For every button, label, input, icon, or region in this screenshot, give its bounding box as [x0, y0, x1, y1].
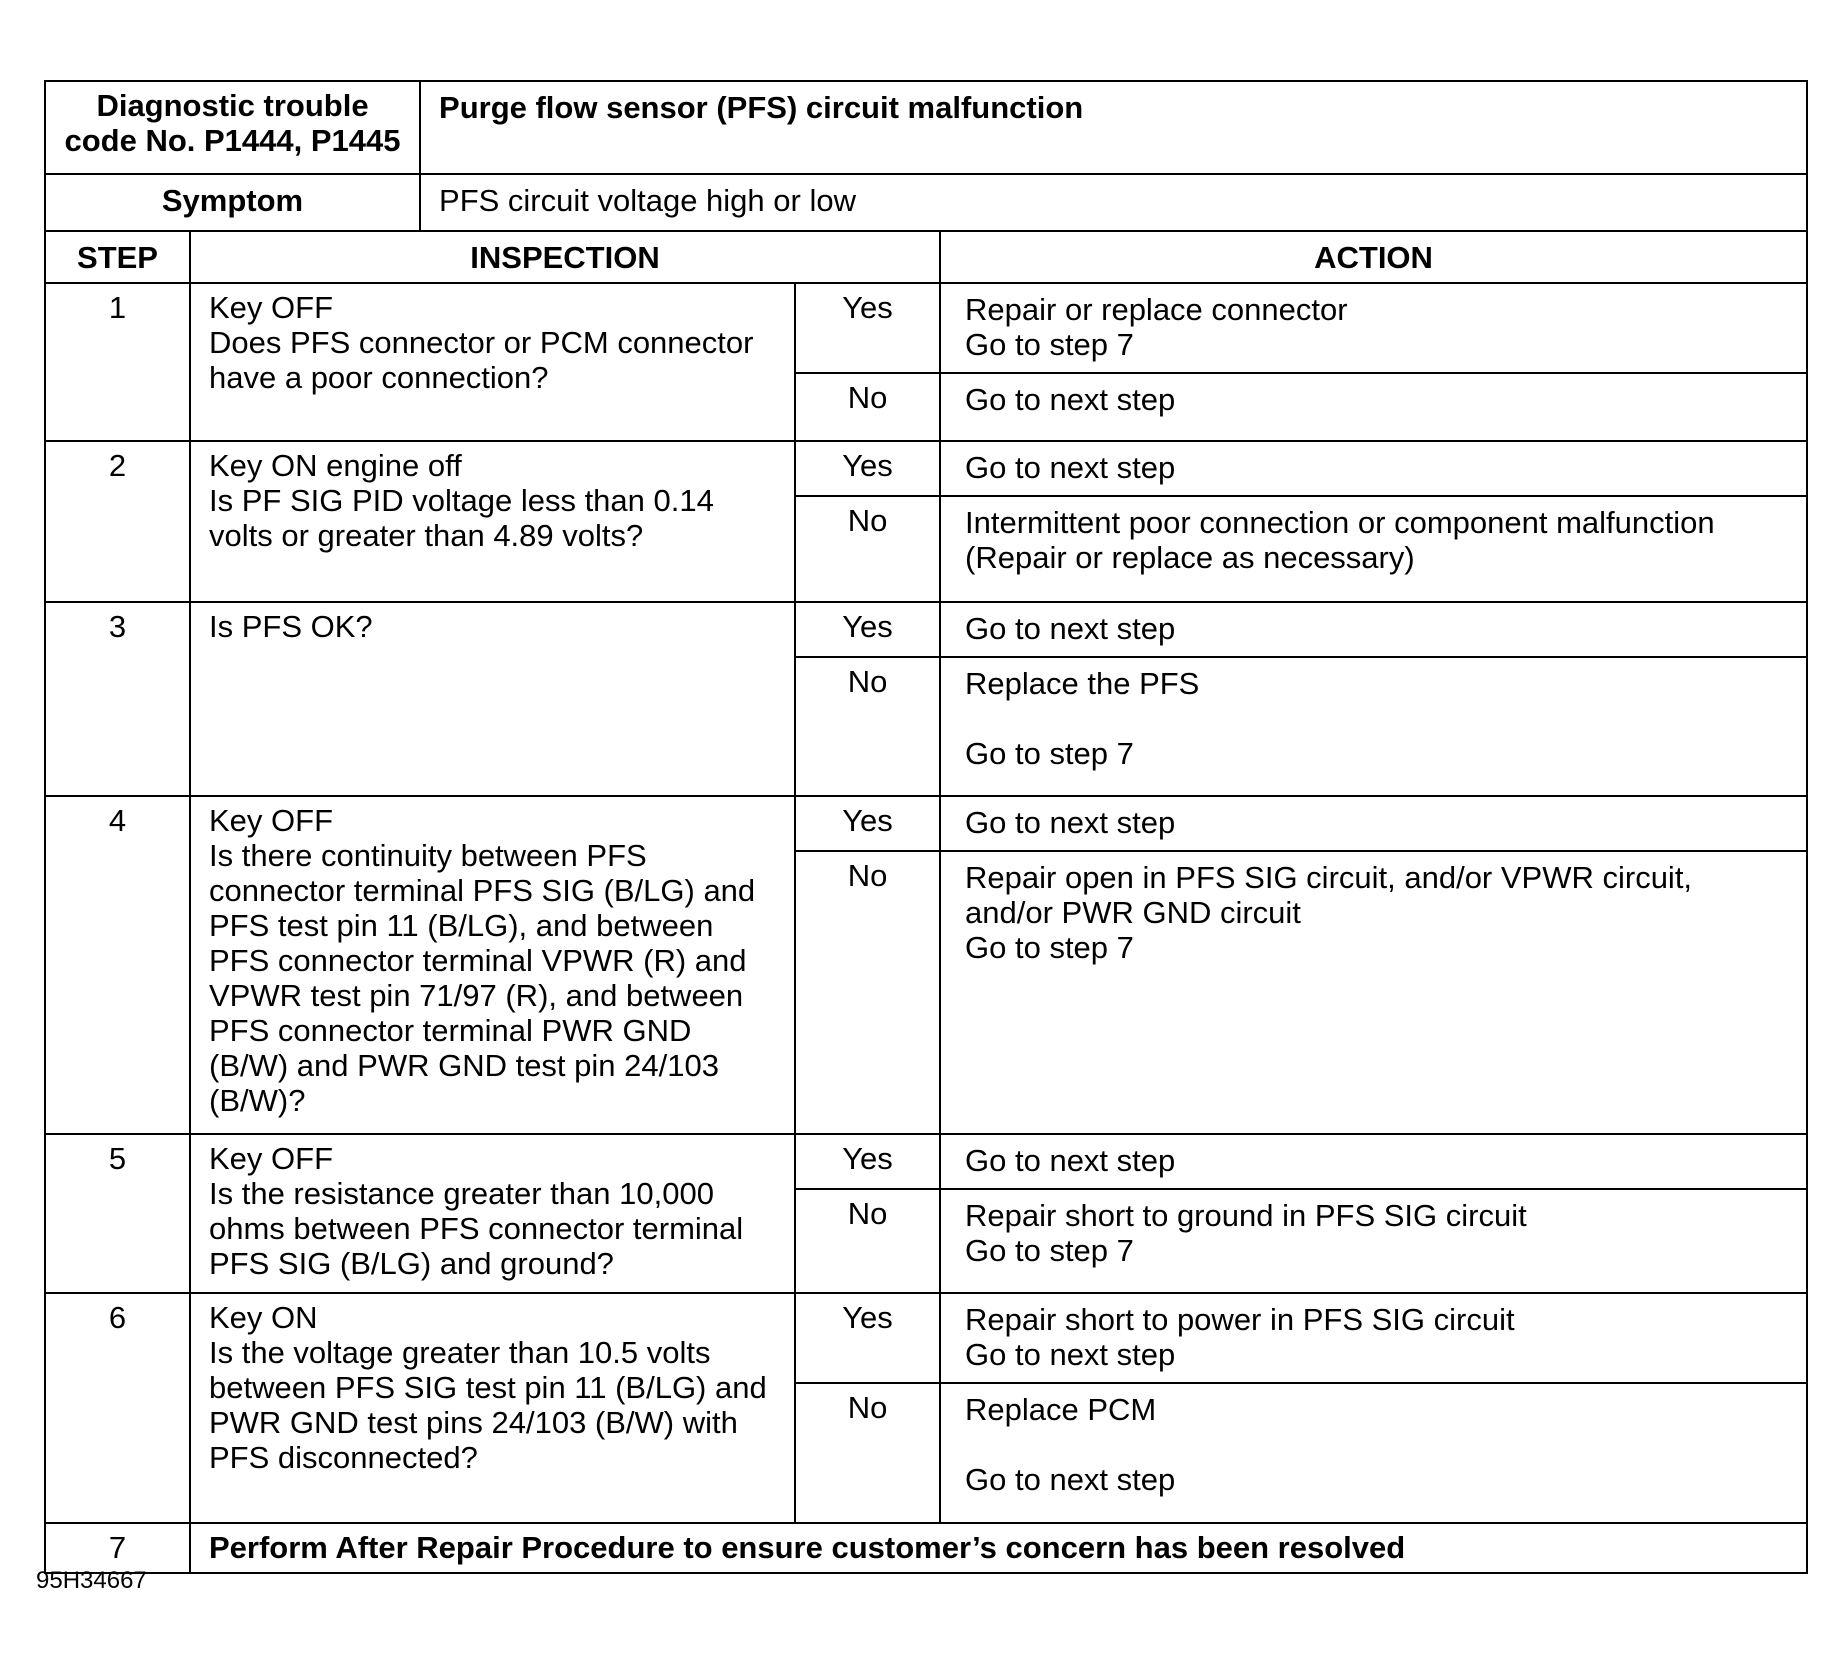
step-number: 3 — [45, 602, 190, 796]
yes-label: Yes — [795, 1134, 940, 1189]
final-step-row — [45, 1523, 1807, 1573]
step-number: 2 — [45, 441, 190, 602]
no-label: No — [795, 1383, 940, 1523]
step-row — [45, 1293, 1807, 1383]
final-step-text: Perform After Repair Procedure to ensure customer’s concern has been resolved — [190, 1523, 1807, 1573]
no-action: Replace the PFS Go to step 7 — [940, 657, 1807, 796]
step-number: 4 — [45, 796, 190, 1134]
no-action: Replace PCM Go to next step — [940, 1383, 1807, 1523]
no-label: No — [795, 657, 940, 796]
yes-label: Yes — [795, 441, 940, 496]
inspection-column-header: INSPECTION — [190, 231, 940, 283]
diagnostic-page — [44, 80, 1806, 1574]
yes-label: Yes — [795, 1293, 940, 1383]
step-row — [45, 1134, 1807, 1189]
yes-label: Yes — [795, 796, 940, 851]
yes-action: Repair or replace connector Go to step 7 — [940, 283, 1807, 373]
yes-action: Go to next step — [940, 602, 1807, 657]
step-number: 1 — [45, 283, 190, 441]
yes-action: Repair short to power in PFS SIG circuit Go to next step — [940, 1293, 1807, 1383]
step-number: 6 — [45, 1293, 190, 1523]
diagnostic-table — [44, 80, 1808, 1574]
dtc-label: Diagnostic trouble code No. P1444, P1445 — [45, 81, 420, 174]
no-action: Intermittent poor connection or component malfunction (Repair or replace as necessary) — [940, 496, 1807, 602]
figure-code: 95H34667 — [36, 1567, 147, 1594]
inspection-text: Key OFF Is the resistance greater than 10,000 ohms between PFS connector terminal PFS SIG (B/LG) and ground? — [190, 1134, 795, 1293]
symptom-row — [45, 174, 1807, 231]
yes-action: Go to next step — [940, 441, 1807, 496]
no-label: No — [795, 1189, 940, 1293]
step-number: 7 — [45, 1523, 190, 1573]
step-row — [45, 602, 1807, 657]
no-label: No — [795, 496, 940, 602]
inspection-text: Key ON engine off Is PF SIG PID voltage less than 0.14 volts or greater than 4.89 volts? — [190, 441, 795, 602]
step-row — [45, 441, 1807, 496]
step-row — [45, 796, 1807, 851]
step-row — [45, 283, 1807, 373]
step-number: 5 — [45, 1134, 190, 1293]
inspection-text: Is PFS OK? — [190, 602, 795, 796]
yes-action: Go to next step — [940, 796, 1807, 851]
no-label: No — [795, 851, 940, 1134]
inspection-text: Key ON Is the voltage greater than 10.5 volts between PFS SIG test pin 11 (B/LG) and PWR GND test pins 24/103 (B/W) with PFS disconnected? — [190, 1293, 795, 1523]
symptom-label: Symptom — [45, 174, 420, 231]
step-column-header: STEP — [45, 231, 190, 283]
symptom-text: PFS circuit voltage high or low — [420, 174, 1807, 231]
no-action: Repair short to ground in PFS SIG circuit Go to step 7 — [940, 1189, 1807, 1293]
action-column-header: ACTION — [940, 231, 1807, 283]
no-action: Repair open in PFS SIG circuit, and/or VPWR circuit, and/or PWR GND circuit Go to step 7 — [940, 851, 1807, 1134]
dtc-row — [45, 81, 1807, 174]
inspection-text: Key OFF Does PFS connector or PCM connector have a poor connection? — [190, 283, 795, 441]
dtc-title: Purge flow sensor (PFS) circuit malfunction — [420, 81, 1807, 174]
yes-label: Yes — [795, 283, 940, 373]
yes-label: Yes — [795, 602, 940, 657]
no-label: No — [795, 373, 940, 441]
yes-action: Go to next step — [940, 1134, 1807, 1189]
column-header-row — [45, 231, 1807, 283]
inspection-text: Key OFF Is there continuity between PFS connector terminal PFS SIG (B/LG) and PFS test pin 11 (B/LG), and between PFS connector terminal VPWR (R) and VPWR test pin 71/97 (R), and between PFS connector terminal PWR GND (B/W) and PWR GND test pin 24/103 (B/W)? — [190, 796, 795, 1134]
no-action: Go to next step — [940, 373, 1807, 441]
